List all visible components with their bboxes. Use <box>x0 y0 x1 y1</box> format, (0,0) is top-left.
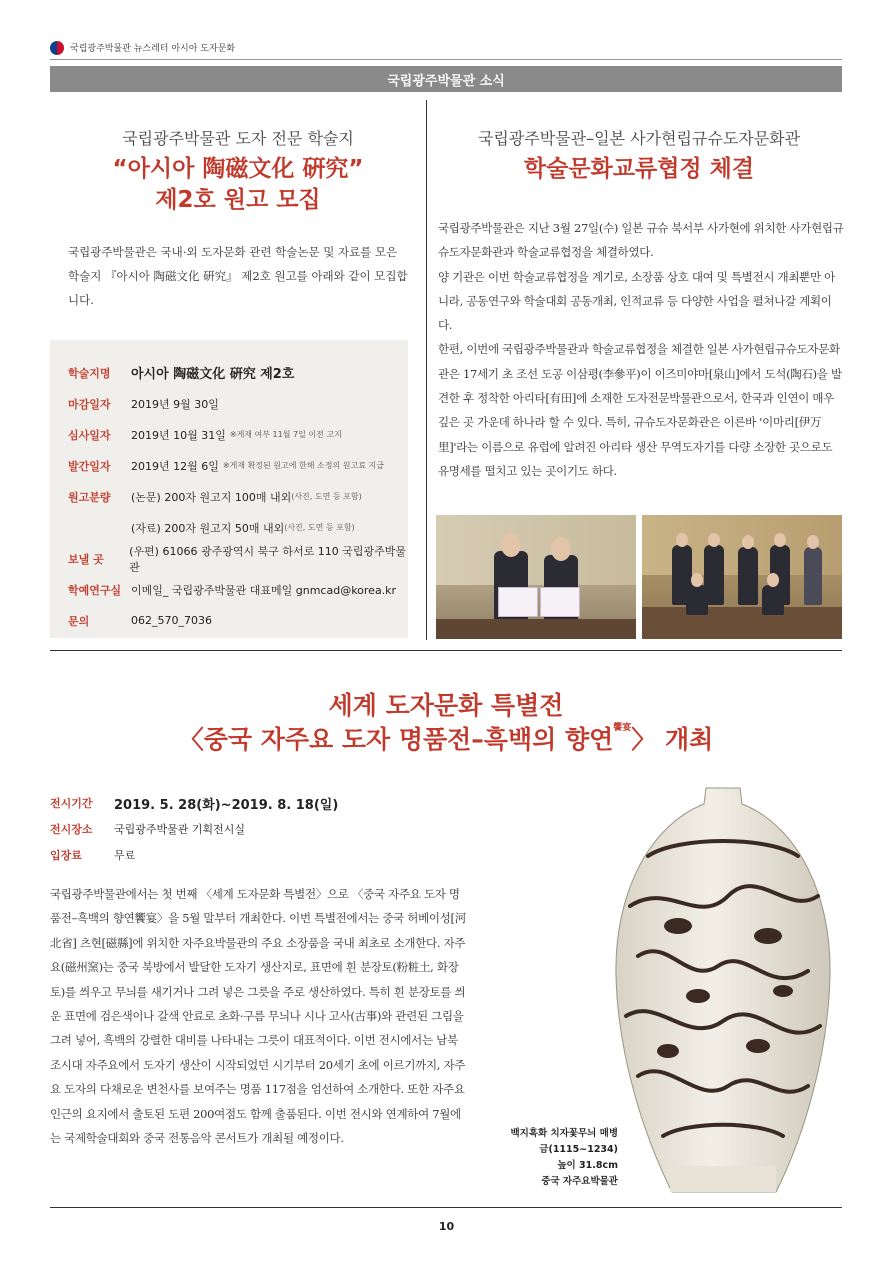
cizhou-vase-image <box>608 786 838 1196</box>
exhibition-title-line1: 세계 도자문화 특별전 <box>328 691 564 720</box>
group-photo <box>642 515 842 639</box>
info-value: (자료) 200자 원고지 50매 내외 <box>131 521 285 535</box>
caption-line: 중국 자주요박물관 <box>541 1176 618 1187</box>
taegeuk-logo-icon <box>50 41 64 55</box>
info-value: (우편) 61066 광주광역시 북구 하서로 110 국립광주박물관 <box>129 544 406 574</box>
left-title-line1: “아시아 陶磁文化 硏究” <box>112 156 364 182</box>
info-row <box>68 574 408 605</box>
info-value: 2019년 9월 30일 <box>131 397 219 411</box>
info-value: 2019년 10월 31일 <box>131 428 226 442</box>
paragraph: 한편, 이번에 국립광주박물관과 학술교류협정을 체결한 일본 사가현립규슈도자문화관은 17세기 초 조선 도공 이삼평(李參平)이 이즈미야마[泉山]에서 도석(陶石)을 발견한 후 정착한 아리타[有田]에 소재한 도자전문박물관으로서, 한국과 인연이 매우 깊은 곳 가운데 하나라 할 수 있다. 특히, 규슈도자문화관은 이른바 '이마리[伊万里]'라는 이름으로 유럽에 알려진 아리타 생산 무역도자기를 다량 소장한 곳으로도 유명세를 떨치고 있는 곳이기도 하다. <box>438 342 842 478</box>
info-value: (논문) 200자 원고지 100매 내외 <box>131 490 292 504</box>
info-note: ※게재 여부 11월 7일 이전 고지 <box>229 430 342 439</box>
caption-line: 금(1115~1234) <box>539 1144 618 1155</box>
info-label: 학술지명 <box>68 366 111 380</box>
info-label: 원고분량 <box>68 490 111 504</box>
section-divider <box>50 650 842 651</box>
info-row <box>68 481 408 512</box>
info-note: (사진, 도면 등 포함) <box>291 492 362 501</box>
footer-divider <box>50 1207 842 1208</box>
exhibition-title-end: 〉 개최 <box>631 725 714 754</box>
info-row <box>68 388 408 419</box>
right-title: 학술문화교류협정 체결 <box>523 156 755 182</box>
right-body <box>438 216 844 483</box>
meta-label: 입장료 <box>50 849 82 862</box>
caption-line: 백지흑화 치자꽃무늬 매병 <box>510 1128 618 1139</box>
info-label: 발간일자 <box>68 459 111 473</box>
paragraph: 양 기관은 이번 학술교류협정을 계기로, 소장품 상호 대여 및 특별전시 개최뿐만 아니라, 공동연구와 학술대회 공동개최, 인적교류 등 다양한 사업을 펼쳐나갈 계획이다. <box>438 269 835 333</box>
meta-value: 국립광주박물관 기획전시실 <box>114 823 246 836</box>
meta-row <box>50 816 470 842</box>
exhibition-title-line2 <box>50 720 842 756</box>
info-value: 아시아 陶磁文化 硏究 제2호 <box>131 367 295 382</box>
meta-row <box>50 842 470 868</box>
section-title: 국립광주박물관 소식 <box>387 73 505 89</box>
call-for-papers-info-box <box>50 340 408 638</box>
info-row <box>68 419 408 450</box>
header-text: 국립광주박물관 뉴스레터 아시아 도자문화 <box>70 44 236 54</box>
paragraph: 국립광주박물관은 지난 3월 27일(수) 일본 규슈 북서부 사가현에 위치한 사가현립규슈도자문화관과 학술교류협정을 체결하였다. <box>438 221 844 260</box>
meta-label: 전시기간 <box>50 797 93 810</box>
info-label: 문의 <box>68 614 90 628</box>
newsletter-header <box>50 36 842 60</box>
left-intro-text: 국립광주박물관은 국내·외 도자문화 관련 학술논문 및 자료를 모은 학술지 『아시아 陶磁文化 硏究』 제2호 원고를 아래와 같이 모집합니다. <box>68 245 408 307</box>
column-divider <box>426 100 427 640</box>
info-value: 2019년 12월 6일 <box>131 459 219 473</box>
vase-caption <box>498 1126 618 1190</box>
exhibition-title-main: 〈중국 자주요 도자 명품전–흑백의 향연 <box>178 725 614 754</box>
info-email[interactable]: 이메일_ 국립광주박물관 대표메일 gnmcad@korea.kr <box>131 583 397 597</box>
info-note: (사진, 도면 등 포함) <box>284 523 355 532</box>
info-row <box>68 543 408 574</box>
meta-value: 2019. 5. 28(화)~2019. 8. 18(일) <box>114 797 339 813</box>
info-label: 마감일자 <box>68 397 111 411</box>
caption-line: 높이 31.8cm <box>557 1160 618 1171</box>
info-label: 학예연구실 <box>68 583 122 597</box>
exhibition-meta <box>50 790 470 868</box>
info-row <box>68 357 408 388</box>
right-subtitle: 국립광주박물관–일본 사가현립규슈도자문화관 <box>477 129 801 148</box>
left-subtitle: 국립광주박물관 도자 전문 학술지 <box>122 129 354 148</box>
vase-illustration <box>608 786 838 1196</box>
info-label: 보낼 곳 <box>68 552 104 566</box>
meta-value: 무료 <box>114 849 136 862</box>
info-note: ※게재 확정된 원고에 한해 소정의 원고료 지급 <box>222 461 384 470</box>
exhibition-body: 국립광주박물관에서는 첫 번째 〈세계 도자문화 특별전〉으로 〈중국 자주요 도자 명품전–흑백의 향연饗宴〉을 5월 말부터 개최한다. 이번 특별전에서는 중국 허베이성[河北省] 츠현[磁縣]에 위치한 자주요박물관의 주요 소장품을 국내 최초로 소개한다. 자주요(磁州窯)는 중국 북방에서 발달한 도자기 생산지로, 표면에 흰 분장토(粉粧土, 화장토)를 씌우고 무늬를 새기거나 그려 넣은 그릇을 주로 생산하였다. 특히 흰 분장토를 씌운 표면에 검은색이나 갈색 안료로 초화·구름 무늬나 시나 고사(古事)와 관련된 그림을 그려 넣어, 흑백의 강렬한 대비를 나타내는 그릇이 대표적이다. 이번 전시에서는 남북조시대 자주요에서 도자기 생산이 시작되었던 시기부터 20세기 초에 이르기까지, 자주요 도자의 다채로운 변천사를 보여주는 명품 117점을 엄선하여 소개한다. 또한 자주요 인근의 요지에서 출토된 도편 200여점도 함께 출품된다. 이번 전시와 연계하여 7월에는 국제학술대회와 중국 전통음악 콘서트가 개최될 예정이다. <box>50 887 466 1146</box>
info-row <box>68 512 408 543</box>
exhibition-title-sup: 饗宴 <box>613 723 632 733</box>
info-label: 심사일자 <box>68 428 111 442</box>
meta-row <box>50 790 470 816</box>
meta-label: 전시장소 <box>50 823 93 836</box>
signing-ceremony-photo <box>436 515 636 639</box>
section-band <box>50 66 842 92</box>
info-row <box>68 605 408 636</box>
left-title-line2: 제2호 원고 모집 <box>155 187 321 213</box>
info-row <box>68 450 408 481</box>
page-number: 10 <box>438 1220 455 1233</box>
info-phone: 062_570_7036 <box>131 614 212 627</box>
